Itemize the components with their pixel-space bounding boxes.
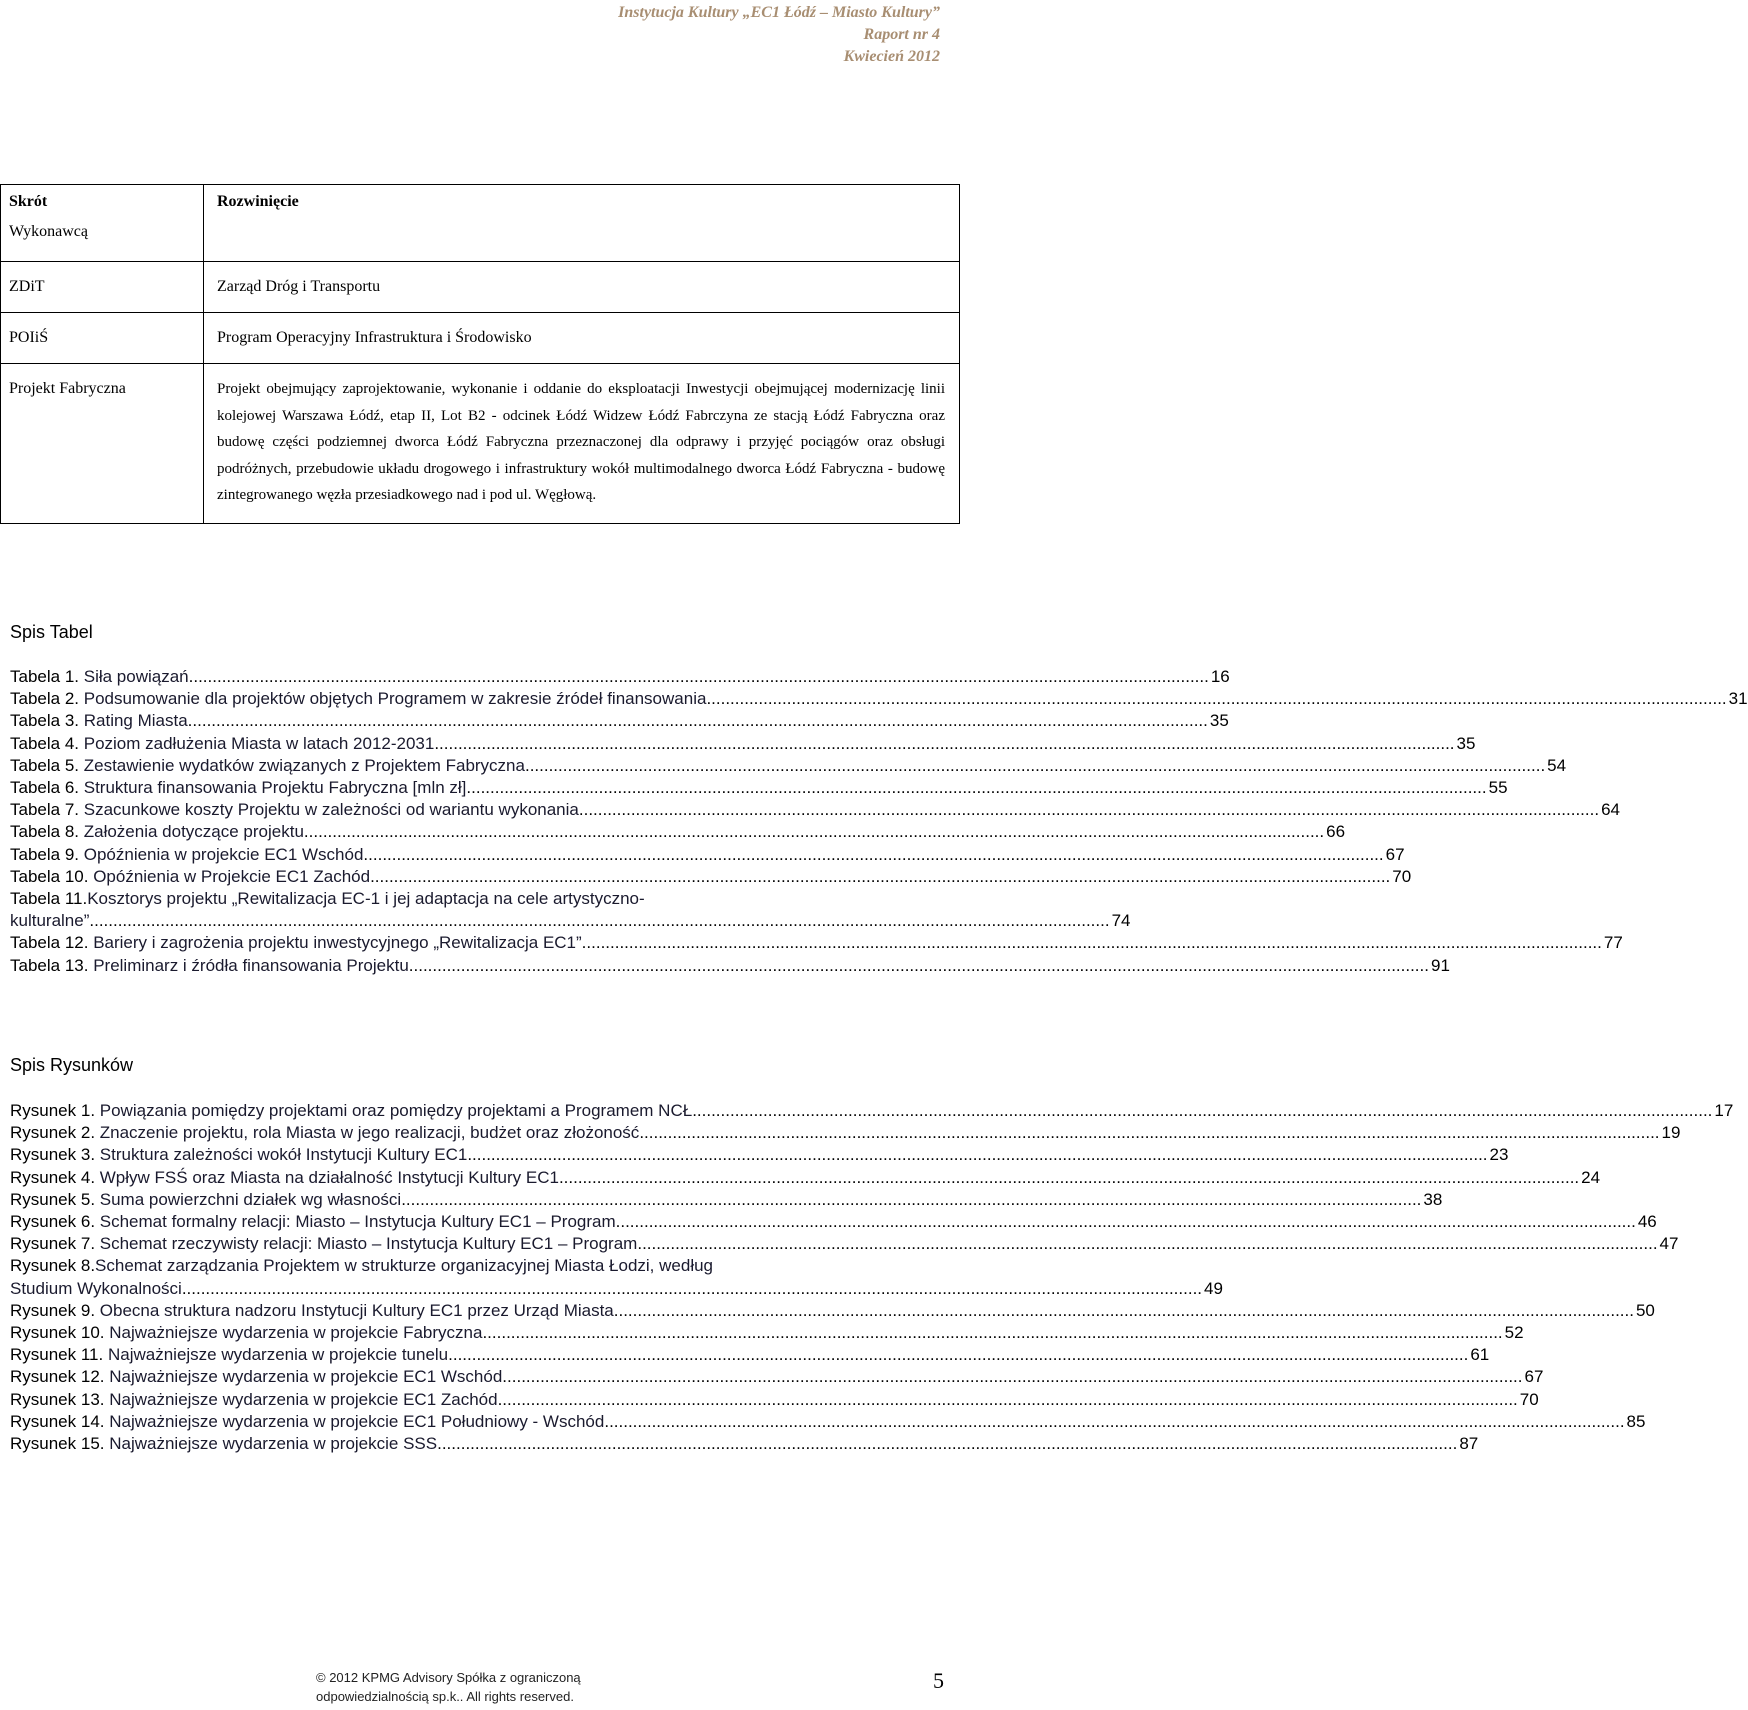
abbr-full-cell	[204, 313, 960, 364]
table-list-item-label: Tabela 8.	[10, 822, 84, 842]
figure-list-item-page: 70	[1519, 1389, 1539, 1409]
table-list-item-page: 64	[1601, 800, 1620, 820]
abbr-full-cell	[204, 217, 960, 262]
leader-dots	[409, 955, 1429, 977]
footer-line-2: odpowiedzialnością sp.k.. All rights reserved.	[316, 1689, 574, 1704]
table-list-item-page: 55	[1488, 778, 1508, 798]
figure-list-item[interactable]	[10, 1322, 1524, 1344]
abbr-short-text: ZDiT	[9, 278, 45, 295]
figure-list-item-title: Najważniejsze wydarzenia w projekcie SSS	[109, 1434, 438, 1454]
table-list-item-label: Tabela 5.	[10, 755, 84, 775]
table-list-item-title: Poziom zadłużenia Miasta w latach 2012-2031	[83, 733, 435, 753]
table-list-item[interactable]	[10, 710, 1229, 732]
abbr-col-header-short-text: Skrót	[9, 193, 48, 210]
leader-dots	[559, 1167, 1579, 1189]
table-list-item[interactable]	[10, 733, 1476, 755]
table-list-item-label: Tabela 1.	[10, 667, 84, 686]
figure-list-item-label: Rysunek 11.	[10, 1345, 108, 1365]
figure-list-item[interactable]	[10, 1389, 1539, 1411]
table-list-item[interactable]	[10, 955, 1450, 977]
figure-list-item[interactable]	[10, 1211, 1657, 1233]
table-row	[1, 313, 960, 364]
leader-dots	[182, 1278, 1202, 1300]
leader-dots	[706, 688, 1726, 710]
figure-list-item-page: 67	[1524, 1367, 1544, 1387]
table-list-item-title: Kosztorys projektu „Rewitalizacja EC-1 i jej adaptacja na cele artystyczno-	[87, 889, 645, 909]
leader-dots	[304, 821, 1324, 843]
figure-list-item-label: Rysunek 5.	[10, 1189, 100, 1209]
table-list-item-page: 74	[1111, 911, 1131, 931]
table-list-item-title: Rating Miasta	[83, 711, 188, 731]
figure-list-item-page: 87	[1459, 1434, 1479, 1454]
leader-dots	[89, 910, 1109, 932]
abbr-full-text: Projekt obejmujący zaprojektowanie, wykonanie i oddanie do eksploatacji Inwestycji obejmującej modernizację linii kolejowej Warszawa Łódź, etap II, Lot B2 - odcinek Łódź Widzew Łódź Fabrczyna ze stacją Łódź Fabryczna oraz budowę części podziemnej dworca Łódź Fabryczna przeznaczonej dla odprawy i przyjęć pociągów oraz obsługi podróżnych, przebudowie układu drogowego i infrastruktury wokół multimodalnego dworca Łódź Fabryczna - budowę zintegrowanego węzła przesiadkowego nad i pod ul. Węgłową.	[217, 381, 945, 503]
figure-list-item-continuation[interactable]	[10, 1278, 1223, 1300]
figure-list-item-page: 38	[1423, 1189, 1443, 1209]
leader-dots	[434, 733, 1454, 755]
figure-list-item-title: Schemat rzeczywisty relacji: Miasto – Instytucja Kultury EC1 – Program	[99, 1234, 638, 1254]
table-list-item[interactable]	[10, 932, 1623, 954]
figure-list-item-label: Rysunek 1.	[10, 1101, 100, 1120]
copyright-footer	[316, 1668, 581, 1706]
figure-list-item-page: 85	[1626, 1411, 1646, 1431]
abbr-full-text: Program Operacyjny Infrastruktura i Środowisko	[217, 329, 532, 346]
tables-list-heading: Spis Tabel	[10, 622, 93, 642]
figure-list-item[interactable]	[10, 1189, 1443, 1211]
figure-list-item-title: Suma powierzchni działek wg własności	[99, 1189, 402, 1209]
leader-dots	[502, 1366, 1522, 1388]
figures-list	[10, 1100, 1734, 1455]
table-list-item-label: Tabela 11.	[10, 889, 88, 909]
table-list-item-title: Struktura finansowania Projektu Fabryczna [mln zł]	[83, 778, 467, 798]
leader-dots	[188, 710, 1208, 732]
figure-list-item-title: Najważniejsze wydarzenia w projekcie EC1 Zachód	[109, 1389, 498, 1409]
leader-dots	[498, 1389, 1518, 1411]
leader-dots	[692, 1100, 1712, 1122]
table-list-item-title: Bariery i zagrożenia projektu inwestycyjnego „Rewitalizacja EC1”	[93, 933, 582, 953]
figure-list-item-title: Najważniejsze wydarzenia w projekcie tunelu	[107, 1345, 449, 1365]
table-list-item-page: 70	[1392, 866, 1412, 886]
table-list-item-page: 35	[1456, 733, 1476, 753]
table-list-item[interactable]	[10, 844, 1405, 866]
leader-dots	[639, 1122, 1659, 1144]
table-list-item-page: 31	[1728, 689, 1748, 709]
table-list-item[interactable]	[10, 799, 1620, 821]
leader-dots	[363, 844, 1383, 866]
leader-dots	[616, 1211, 1636, 1233]
table-list-item[interactable]	[10, 688, 1748, 710]
abbr-full-cell	[204, 364, 960, 524]
figure-list-item-page: 47	[1659, 1234, 1679, 1254]
leader-dots	[437, 1433, 1457, 1455]
table-list-item[interactable]	[10, 755, 1567, 777]
figure-list-item-page: 52	[1504, 1323, 1524, 1343]
leader-dots	[401, 1189, 1421, 1211]
running-header	[618, 2, 940, 68]
figure-list-item-label: Rysunek 9.	[10, 1300, 100, 1320]
leader-dots	[525, 755, 1545, 777]
figure-list-item-page: 17	[1714, 1101, 1734, 1120]
table-list-item-title: Opóźnienia w Projekcie EC1 Zachód	[93, 866, 371, 886]
table-list-item-title: Podsumowanie dla projektów objętych Programem w zakresie źródeł finansowania	[83, 689, 707, 709]
abbr-full-cell	[204, 262, 960, 313]
table-list-item-page: 67	[1385, 844, 1405, 864]
leader-dots	[614, 1300, 1634, 1322]
abbr-full-text: Zarząd Dróg i Transportu	[217, 278, 381, 295]
leader-dots	[579, 799, 1599, 821]
figure-list-item-page: 61	[1470, 1345, 1490, 1365]
table-list-item-page: 16	[1210, 667, 1230, 686]
table-list-item-continuation[interactable]	[10, 910, 1131, 932]
figure-list-item[interactable]	[10, 1411, 1646, 1433]
abbr-short-text: Wykonawcą	[9, 223, 88, 240]
table-list-item-title: Preliminarz i źródła finansowania Projektu	[93, 955, 409, 975]
table-list-item-title-continuation: kulturalne”	[10, 911, 90, 931]
page-number: 5	[933, 1668, 944, 1693]
table-list-item-label: Tabela 7.	[10, 800, 84, 820]
leader-dots	[448, 1344, 1468, 1366]
figure-list-item-label: Rysunek 8.	[10, 1256, 96, 1276]
table-list-item-title: Siła powiązań	[83, 667, 189, 686]
figure-list-item-label: Rysunek 7.	[10, 1234, 100, 1254]
figure-list-item-label: Rysunek 10.	[10, 1323, 110, 1343]
table-list-item-title: Zestawienie wydatków związanych z Projektem Fabryczna	[83, 755, 525, 775]
figure-list-item[interactable]	[10, 1167, 1601, 1189]
figure-list-item[interactable]	[10, 1300, 1655, 1322]
abbr-short-cell	[1, 364, 204, 524]
figure-list-item-label: Rysunek 14.	[10, 1411, 110, 1431]
figure-list-item-title-continuation: Studium Wykonalności	[10, 1278, 182, 1298]
figure-list-item-title: Najważniejsze wydarzenia w projekcie EC1 Południowy - Wschód	[109, 1411, 605, 1431]
table-list-item[interactable]	[10, 666, 1230, 688]
table-list-item-page: 54	[1547, 755, 1567, 775]
abbreviations-table	[0, 184, 960, 524]
table-row	[1, 262, 960, 313]
leader-dots	[370, 866, 1390, 888]
figure-list-item-title: Powiązania pomiędzy projektami oraz pomiędzy projektami a Programem NCŁ	[99, 1101, 693, 1120]
table-list-item-page: 91	[1430, 955, 1450, 975]
figure-list-item-label: Rysunek 3.	[10, 1145, 100, 1165]
abbr-short-text: POIiŚ	[9, 329, 49, 346]
figure-list-item-title: Najważniejsze wydarzenia w projekcie EC1 Wschód	[109, 1367, 503, 1387]
table-list-item-page: 77	[1603, 933, 1623, 953]
table-list-item-label: Tabela 6.	[10, 778, 84, 798]
table-list-item-title: Opóźnienia w projekcie EC1 Wschód	[83, 844, 364, 864]
figure-list-item-page: 49	[1204, 1278, 1223, 1298]
table-list-item-label: Tabela 12.	[10, 933, 94, 953]
table-list-item[interactable]	[10, 777, 1508, 799]
leader-dots	[637, 1233, 1657, 1255]
abbreviations-header-row	[1, 185, 960, 218]
figure-list-item-label: Rysunek 6.	[10, 1212, 100, 1232]
header-institution: Instytucja Kultury „EC1 Łódź – Miasto Kultury”	[618, 4, 940, 21]
abbr-short-cell	[1, 262, 204, 313]
table-list-item-title: Szacunkowe koszty Projektu w zależności od wariantu wykonania	[83, 800, 579, 820]
figure-list-item-title: Obecna struktura nadzoru Instytucji Kultury EC1 przez Urząd Miasta	[99, 1300, 614, 1320]
leader-dots	[467, 1144, 1487, 1166]
figure-list-item-label: Rysunek 12.	[10, 1367, 110, 1387]
header-report-number: Raport nr 4	[863, 26, 940, 43]
table-list-item-title: Założenia dotyczące projektu	[83, 822, 304, 842]
figure-list-item-page: 23	[1489, 1145, 1509, 1165]
figure-list-item-label: Rysunek 13.	[10, 1389, 110, 1409]
abbr-col-header-short	[1, 185, 204, 218]
table-list-item-label: Tabela 4.	[10, 733, 84, 753]
figure-list-item[interactable]	[10, 1433, 1479, 1455]
leader-dots	[582, 932, 1602, 954]
table-list-item-page: 35	[1209, 711, 1229, 731]
figure-list-item-title: Znaczenie projektu, rola Miasta w jego realizacji, budżet oraz złożoność	[99, 1123, 640, 1143]
table-list-item[interactable]	[10, 821, 1346, 843]
leader-dots	[604, 1411, 1624, 1433]
figure-list-item-page: 46	[1637, 1212, 1657, 1232]
table-list-item-label: Tabela 3.	[10, 711, 84, 731]
leader-dots	[482, 1322, 1502, 1344]
table-list-item-page: 66	[1326, 822, 1346, 842]
figure-list-item-title: Schemat formalny relacji: Miasto – Instytucja Kultury EC1 – Program	[99, 1212, 616, 1232]
footer-line-1: © 2012 KPMG Advisory Spółka z ograniczoną	[316, 1670, 581, 1685]
figure-list-item-label: Rysunek 4.	[10, 1167, 100, 1187]
abbr-col-header-full	[204, 185, 960, 218]
figure-list-item-page: 19	[1661, 1123, 1681, 1143]
abbr-short-cell	[1, 217, 204, 262]
figure-list-item[interactable]	[10, 1233, 1679, 1255]
table-list-item-label: Tabela 2.	[10, 689, 84, 709]
figure-list-item[interactable]	[10, 1122, 1681, 1144]
tables-list	[10, 666, 1748, 977]
table-row	[1, 364, 960, 524]
figure-list-item-page: 24	[1581, 1167, 1601, 1187]
abbr-col-header-full-text: Rozwinięcie	[217, 193, 299, 210]
figure-list-item[interactable]	[10, 1100, 1734, 1122]
figure-list-item-label: Rysunek 2.	[10, 1123, 100, 1143]
figure-list-item[interactable]	[10, 1366, 1544, 1388]
table-list-item-label: Tabela 13.	[10, 955, 94, 975]
figure-list-item-title: Wpływ FSŚ oraz Miasta na działalność Instytucji Kultury EC1	[99, 1167, 559, 1187]
figure-list-item[interactable]	[10, 1144, 1509, 1166]
figure-list-item-title: Struktura zależności wokół Instytucji Kultury EC1	[99, 1145, 468, 1165]
table-list-item-label: Tabela 9.	[10, 844, 84, 864]
figures-list-heading: Spis Rysunków	[10, 1055, 134, 1075]
abbr-short-cell	[1, 313, 204, 364]
figure-list-item[interactable]	[10, 1344, 1490, 1366]
figure-list-item[interactable]	[10, 1255, 948, 1277]
table-list-item-label: Tabela 10.	[10, 866, 94, 886]
table-row	[1, 217, 960, 262]
figure-list-item-title: Najważniejsze wydarzenia w projekcie Fabryczna	[109, 1323, 483, 1343]
figure-list-item-label: Rysunek 15.	[10, 1434, 110, 1454]
figure-list-item-page: 50	[1635, 1300, 1655, 1320]
leader-dots	[189, 666, 1209, 688]
leader-dots	[466, 777, 1486, 799]
table-list-item[interactable]	[10, 888, 948, 910]
table-list-item[interactable]	[10, 866, 1412, 888]
header-date: Kwiecień 2012	[843, 48, 940, 65]
figure-list-item-title: Schemat zarządzania Projektem w strukturze organizacyjnej Miasta Łodzi, według	[95, 1256, 713, 1276]
abbr-short-text: Projekt Fabryczna	[9, 380, 126, 397]
